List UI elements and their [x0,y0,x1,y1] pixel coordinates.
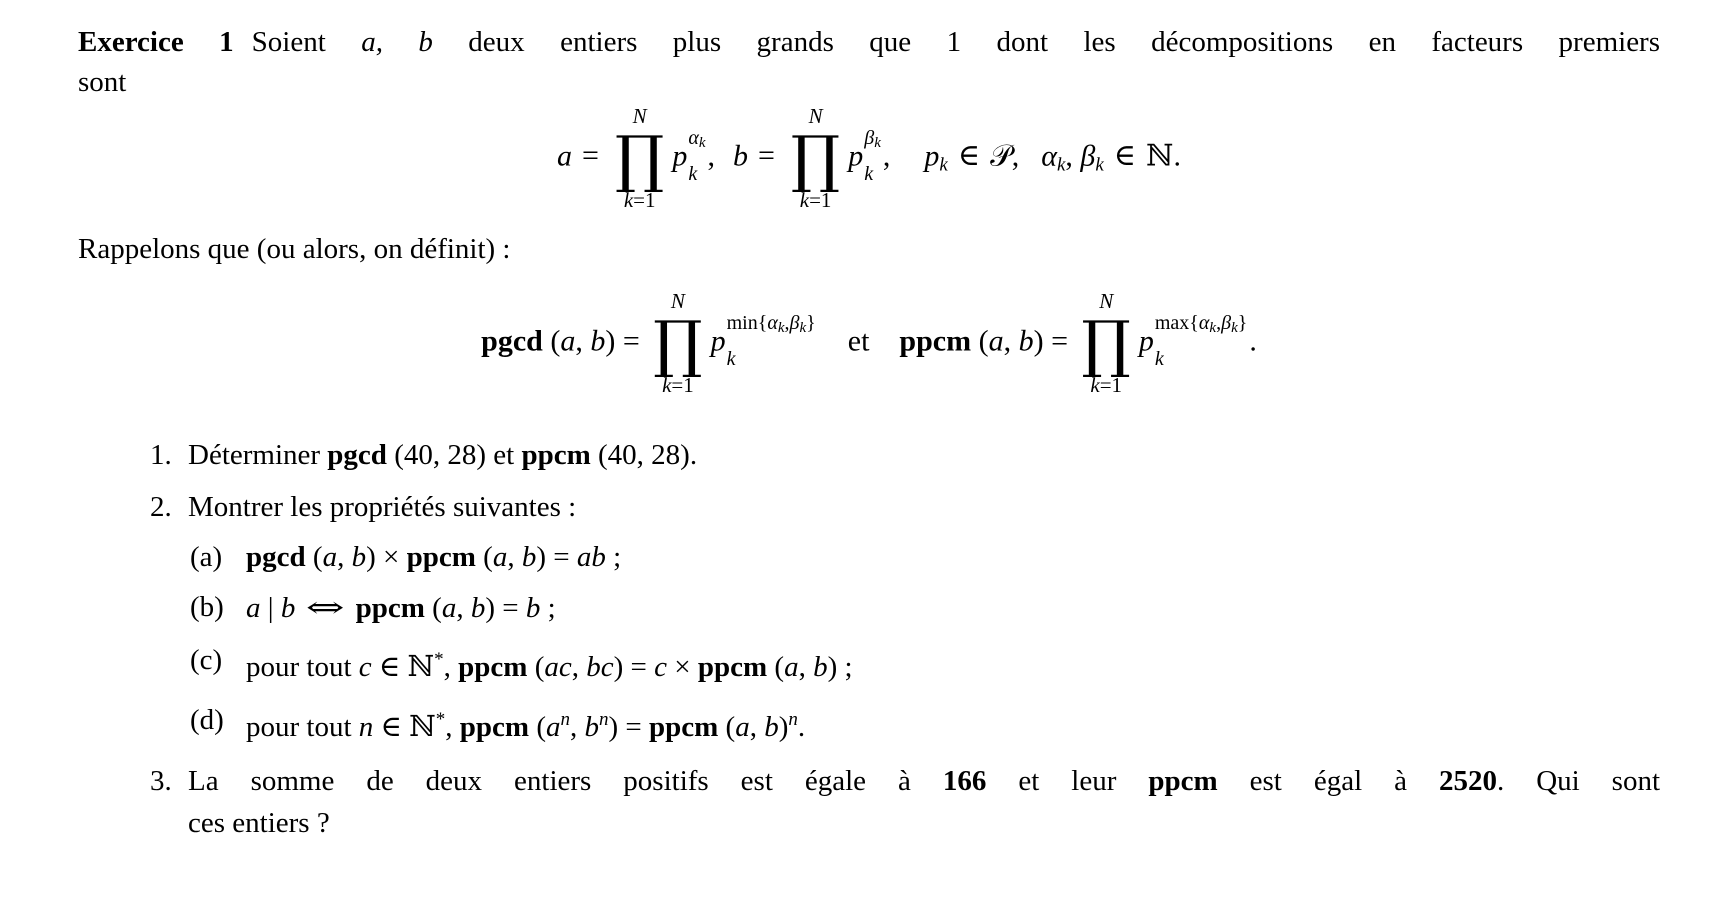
var-a: a [735,711,750,744]
text-run: Déterminer [188,439,328,472]
comma-space: , [507,541,522,574]
comma-space: , [1065,139,1081,173]
alpha-index-k: k [777,319,785,336]
open-paren: ( [971,324,989,358]
var-ac: ac [544,651,572,684]
close-paren-equals: ) = [536,541,577,574]
property-d-body [246,699,1660,748]
comma: , [1216,311,1222,334]
element-of-sign: ∈ [957,139,981,173]
ppcm-label: ppcm [899,324,972,358]
alpha-index-k: k [1209,319,1217,336]
ppcm-label: ppcm [697,651,768,684]
var-p: p [672,139,688,173]
equals-sign: = [758,139,775,173]
product-upper-limit: N [632,104,647,128]
text-run: . Qui sont [1496,765,1661,798]
var-c: c [358,651,372,684]
index-eq-1: =1 [671,373,694,398]
property-c [78,639,1660,688]
alpha-index-k: k [698,134,706,151]
product-lower-limit [800,187,832,211]
formula-gcd-lcm-definition [78,291,1660,396]
alpha: α [767,311,778,334]
open-paren: ( [542,324,561,358]
var-a: a [246,592,261,625]
close-paren-equals: ) = [1033,324,1076,358]
beta: β [1221,311,1232,334]
sum-value: 166 [942,765,987,798]
script-P-primes-set: 𝒫 [990,139,1012,173]
text-run: pour tout [246,651,359,684]
equals-sign: = [582,139,599,173]
list-item-2 [78,486,1660,528]
comma: , [1011,139,1020,173]
beta: β [864,126,875,149]
naturals-set: ℕ [1146,139,1174,173]
comma-space: , [456,592,471,625]
list-item-3 [78,760,1660,844]
comma-space: , [337,541,352,574]
item-1-number: 1. [150,439,172,472]
text-run: La somme de deux entiers positifs est égale à [188,765,943,798]
product-operator [791,106,840,211]
var-p: p [1138,324,1154,358]
close-paren: ) [827,651,838,684]
subscript-k: k [1154,347,1164,370]
var-c: c [654,651,667,684]
property-a-marker: (a) [190,541,223,574]
var-a: a [557,139,573,173]
comma-space: , [445,711,460,744]
in-naturals: ∈ ℕ [371,651,435,684]
comma-space: , [575,324,591,358]
math-vars-ab: a, b [361,26,433,58]
period: . [1249,324,1257,358]
open-paren: ( [305,541,323,574]
intro-text-rest: deux entiers plus grands que 1 dont les décompositions en facteurs premiers [432,26,1661,58]
exponent-n: n [788,709,798,731]
semicolon: ; [837,651,853,684]
property-b [78,586,1660,629]
subscript-k: k [939,154,948,176]
text-run: pour tout [246,711,359,744]
exponent-beta-k [864,128,881,164]
close-paren: ) [778,711,789,744]
beta: β [789,311,800,334]
args-40-28: (40, 28) [386,439,487,472]
property-c-body [246,639,1660,688]
var-a: a [441,592,457,625]
property-a-body [246,536,1660,578]
product-lower-limit [624,187,656,211]
semicolon: ; [540,592,556,625]
exponent-alpha-k [688,128,705,164]
var-b: b [1018,324,1034,358]
p-sub-sup-alpha [688,128,705,184]
var-n: n [358,711,374,744]
product-operator [1082,291,1131,396]
ppcm-label: ppcm [458,651,528,684]
var-b: b [470,592,486,625]
comma-space: , [798,651,814,684]
item-3-line-1 [188,760,1660,802]
item-3-body [188,760,1660,844]
var-bc: bc [586,651,614,684]
subscript-k: k [688,162,698,185]
var-b: b [351,541,367,574]
item-1-body [188,434,1660,476]
property-d-marker: (d) [190,704,224,737]
comma: , [784,311,790,334]
subscript-k: k [726,347,736,370]
open-paren: ( [527,651,545,684]
comma-space: , [1003,324,1019,358]
close-paren-equals: ) = [605,324,648,358]
close-paren-equals: ) = [485,592,526,625]
product-symbol: ∏ [614,122,665,195]
times-sign: × [667,651,698,684]
semicolon: ; [605,541,622,574]
pgcd-label: pgcd [327,439,387,472]
var-p: p [848,139,864,173]
beta-index-k: k [1231,319,1238,336]
index-k: k [623,188,634,213]
close-paren-equals: ) = [608,711,649,744]
product-lower-limit [662,372,694,396]
exponent-min [727,313,816,349]
product-upper-limit: N [670,289,685,314]
product-symbol: ∏ [653,307,703,381]
args-40-28: (40, 28). [590,439,698,472]
product-symbol: ∏ [1081,307,1131,381]
index-eq-1: =1 [1099,373,1123,398]
ppcm-label: ppcm [459,711,530,744]
element-of-sign: ∈ [1113,139,1137,173]
product-operator [653,291,702,396]
product-upper-limit: N [808,104,823,128]
item-3-number: 3. [150,765,172,798]
comma: , [882,139,891,173]
var-a: a [784,651,799,684]
var-b: b [813,651,828,684]
index-eq-1: =1 [809,188,832,213]
exponent-n: n [560,709,570,731]
var-b: b [764,711,779,744]
ppcm-label: ppcm [1148,765,1218,798]
comma-space: , [749,711,765,744]
var-b: b [280,592,296,625]
max-open: max{ [1154,311,1199,334]
comma: , [707,139,715,173]
comma-space: , [569,711,585,744]
comma-space: , [571,651,587,684]
var-a: a [560,324,576,358]
var-p: p [924,139,940,173]
brace-close: } [1237,311,1248,334]
times-sign: × [375,541,407,574]
intro-line-2: sont [78,66,127,98]
alpha: α [1041,139,1057,173]
p-sub-sup-beta [864,128,881,184]
item-2-body: Montrer les propriétés suivantes : [188,491,577,524]
index-k: k [1090,373,1100,398]
open-paren: ( [475,541,493,574]
product-symbol: ∏ [790,122,841,195]
list-item-1 [78,434,1660,476]
property-c-marker: (c) [190,644,223,677]
var-a: a [492,541,508,574]
star-superscript: * [434,649,444,671]
exponent-max [1155,313,1247,349]
exponent-n: n [598,709,609,731]
beta: β [1080,139,1096,173]
intro-line-1 [78,22,1660,62]
var-b: b [584,711,599,744]
open-paren: ( [767,651,785,684]
beta-index-k: k [799,319,807,336]
subscript-k: k [1095,154,1104,176]
index-k: k [662,373,672,398]
iff-arrow-icon: ⇔ [306,590,345,625]
p-sub-sup-min [727,313,816,369]
period: . [797,711,806,744]
product-upper-limit: N [1099,289,1114,314]
p-sub-sup-max [1155,313,1247,369]
lcm-value: 2520 [1438,765,1497,798]
var-b: b [590,324,606,358]
item-3-line-2: ces entiers ? [188,807,330,840]
et-word: et [847,324,870,358]
pgcd-label: pgcd [246,541,306,574]
formula-prime-decomposition [78,106,1660,211]
open-paren: ( [718,711,736,744]
exercise-heading: Exercice 1 [78,26,234,58]
var-a: a [988,324,1004,358]
close-paren: ) [366,541,376,574]
comma-space: , [443,651,459,684]
var-a: a [545,711,561,744]
in-naturals: ∈ ℕ [373,711,436,744]
var-b: b [525,592,541,625]
product-lower-limit [1090,372,1122,396]
recall-line: Rappelons que (ou alors, on définit) : [78,233,511,266]
close-paren-equals: ) = [613,651,655,684]
product-operator [615,106,664,211]
var-ab: ab [576,541,606,574]
open-paren: ( [424,592,442,625]
var-b: b [521,541,537,574]
intro-text: Soient [251,26,362,58]
property-d [78,699,1660,748]
var-b: b [733,139,748,173]
ppcm-label: ppcm [355,592,425,625]
alpha: α [1198,311,1210,334]
index-eq-1: =1 [633,188,656,213]
open-paren: ( [529,711,546,744]
index-k: k [799,188,810,213]
text-run: et leur [986,765,1149,798]
period: . [1173,139,1181,173]
star-superscript: * [435,709,446,731]
alpha: α [688,126,699,149]
pgcd-label: pgcd [481,324,543,358]
subscript-k: k [864,162,874,185]
var-p: p [710,324,726,358]
item-2-number: 2. [150,491,172,524]
min-open: min{ [726,311,768,334]
property-a [78,536,1660,578]
beta-index-k: k [874,134,881,151]
brace-close: } [806,311,816,334]
divides-bar: | [260,592,281,625]
et-word: et [486,439,522,472]
ppcm-label: ppcm [649,711,719,744]
ppcm-label: ppcm [406,541,476,574]
property-b-body [246,586,1660,629]
var-a: a [322,541,338,574]
ppcm-label: ppcm [521,439,591,472]
text-run: est égal à [1217,765,1439,798]
subscript-k: k [1056,154,1066,176]
property-b-marker: (b) [190,591,224,624]
